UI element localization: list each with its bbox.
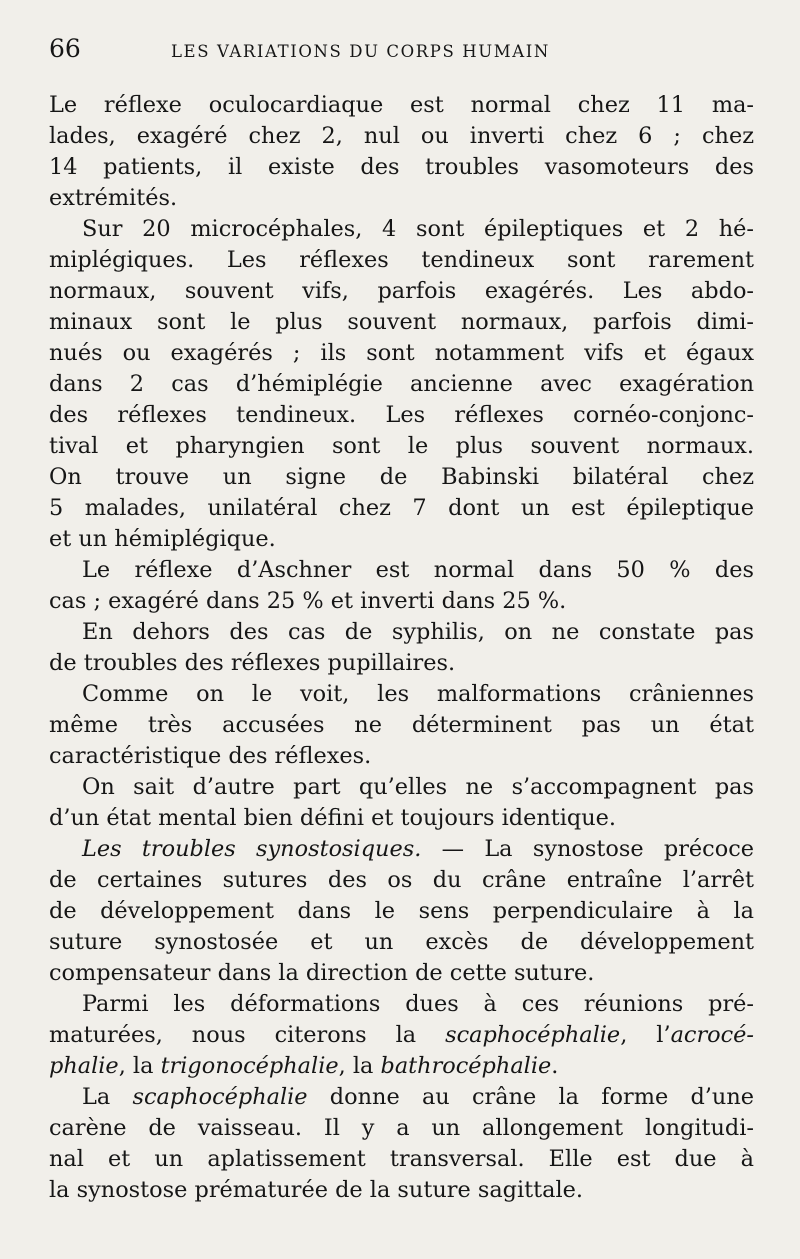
text-fragment: , l’ (620, 1022, 671, 1048)
italic-term: phalie (49, 1053, 119, 1079)
paragraph (49, 1082, 754, 1206)
paragraph (49, 555, 754, 617)
text-line (49, 1020, 754, 1051)
text-fragment: , la (338, 1053, 381, 1079)
text-line: On sait d’autre part qu’elles ne s’accompagnent pas (82, 774, 754, 800)
text-line: des réflexes tendineux. Les réflexes cornéo-conjonc- (49, 402, 754, 428)
text-line: d’un état mental bien défini et toujours identique. (49, 805, 617, 831)
text-line: normaux, souvent vifs, parfois exagérés. Les abdo- (49, 278, 754, 304)
text-line: compensateur dans la direction de cette suture. (49, 960, 595, 986)
running-title: LES VARIATIONS DU CORPS HUMAIN (171, 42, 550, 61)
italic-term: acrocé- (670, 1022, 754, 1048)
text-line: de développement dans le sens perpendiculaire à la (49, 898, 754, 924)
text-line: Comme on le voit, les malformations crâniennes (82, 681, 754, 707)
section-heading: Les troubles synostosiques. (82, 836, 422, 862)
text-fragment: — La synostose précoce (421, 836, 754, 862)
text-line: 14 patients, il existe des troubles vasomoteurs des (49, 154, 754, 180)
paragraph (49, 679, 754, 772)
page-number: 66 (49, 34, 81, 63)
text-line: même très accusées ne déterminent pas un état (49, 712, 754, 738)
text-line: nués ou exagérés ; ils sont notamment vifs et égaux (49, 340, 754, 366)
text-line: suture synostosée et un excès de développement (49, 929, 754, 955)
text-line: Sur 20 microcéphales, 4 sont épileptiques et 2 hé- (82, 216, 754, 242)
italic-term: trigonocéphalie (160, 1053, 339, 1079)
italic-term: scaphocéphalie (445, 1022, 621, 1048)
text-line: Parmi les déformations dues à ces réunions pré- (82, 991, 754, 1017)
text-line: Le réflexe oculocardiaque est normal chez 11 ma- (49, 92, 754, 118)
italic-term: scaphocéphalie (132, 1084, 308, 1110)
text-line: On trouve un signe de Babinski bilatéral chez (49, 464, 754, 490)
paragraph (49, 617, 754, 679)
text-line (49, 834, 754, 865)
running-head (49, 34, 754, 76)
text-line: cas ; exagéré dans 25 % et inverti dans 25 %. (49, 588, 567, 614)
text-fragment: La (82, 1084, 133, 1110)
text-line: et un hémiplégique. (49, 526, 276, 552)
text-line: extrémités. (49, 185, 178, 211)
paragraph (49, 834, 754, 989)
text-line: carène de vaisseau. Il y a un allongement longitudi- (49, 1115, 754, 1141)
body-text (49, 90, 754, 1206)
paragraph (49, 989, 754, 1082)
paragraph (49, 90, 754, 214)
text-line (49, 1082, 754, 1113)
text-line: 5 malades, unilatéral chez 7 dont un est épileptique (49, 495, 754, 521)
text-line: minaux sont le plus souvent normaux, parfois dimi- (49, 309, 754, 335)
paragraph (49, 214, 754, 555)
text-fragment: . (551, 1053, 559, 1079)
text-line: de certaines sutures des os du crâne entraîne l’arrêt (49, 867, 754, 893)
text-line: de troubles des réflexes pupillaires. (49, 650, 456, 676)
text-fragment: , la (118, 1053, 161, 1079)
text-line: nal et un aplatissement transversal. Elle est due à (49, 1146, 754, 1172)
text-fragment: donne au crâne la forme d’une (307, 1084, 754, 1110)
paragraph (49, 772, 754, 834)
text-line: la synostose prématurée de la suture sagittale. (49, 1177, 584, 1203)
text-line: dans 2 cas d’hémiplégie ancienne avec exagération (49, 371, 754, 397)
text-line: En dehors des cas de syphilis, on ne constate pas (82, 619, 754, 645)
text-line: miplégiques. Les réflexes tendineux sont rarement (49, 247, 754, 273)
text-line: lades, exagéré chez 2, nul ou inverti chez 6 ; chez (49, 123, 754, 149)
text-fragment: maturées, nous citerons la (49, 1022, 446, 1048)
text-line: Le réflexe d’Aschner est normal dans 50 % des (82, 557, 754, 583)
text-line: caractéristique des réflexes. (49, 743, 372, 769)
italic-term: bathrocéphalie (380, 1053, 552, 1079)
text-line (49, 1051, 754, 1082)
text-line: tival et pharyngien sont le plus souvent normaux. (49, 433, 754, 459)
